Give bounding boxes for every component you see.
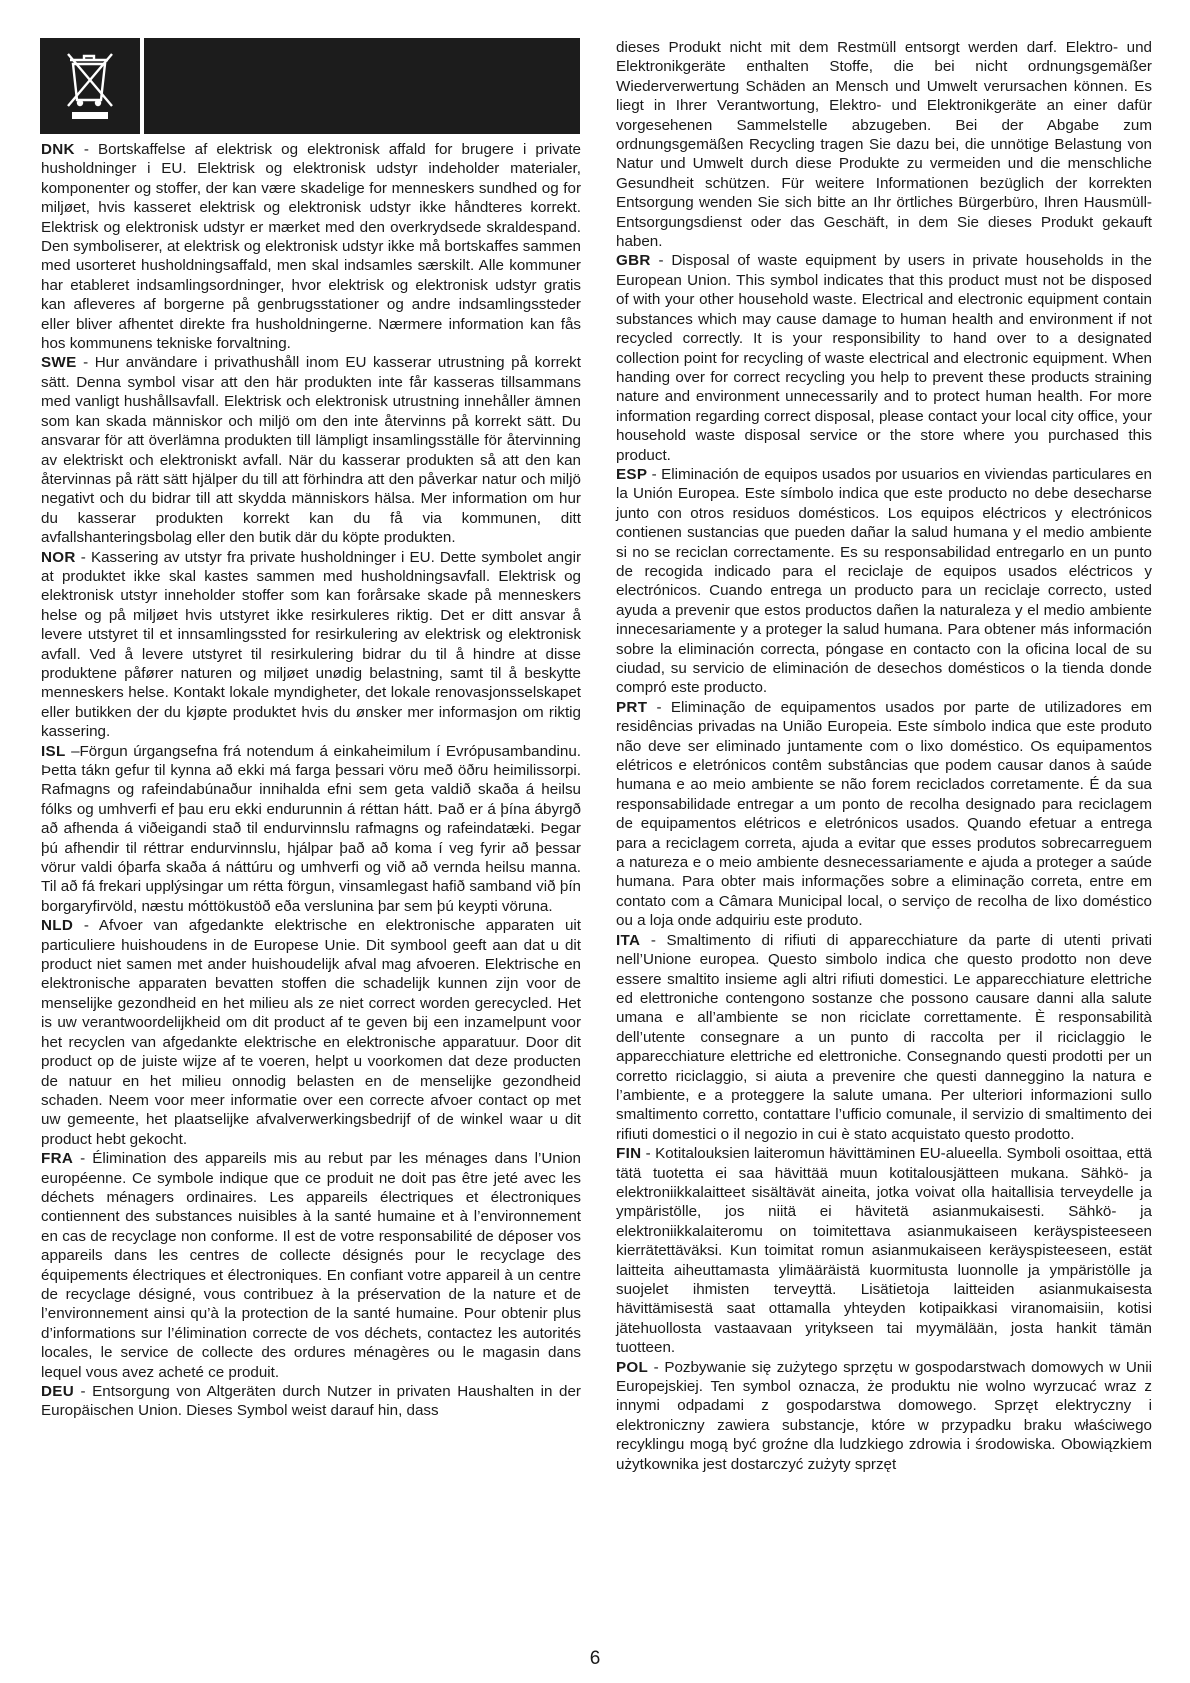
section-text: Élimination des appareils mis au rebut par les ménages dans l’Union européenne. Ce symbole indique que ce produit ne doit pas être jeté avec les déchets ménagers ordinaires. Les appareils électriques et électroniques contiennent des substances nuisibles à la santé humaine et à l’environnement en cas de recyclage non conforme. Il est de votre responsabilité de déposer vos appareils dans les centres de collecte désignés pour le recyclage des équipements électriques et électroniques. En confiant votre appareil à un centre de recyclage désigné, vous contribuez à la préservation de la nature et de l’environnement ainsi qu’à la protection de la santé humaine. Pour obtenir plus d’informations sur l’élimination correcte de vos déchets, contactez les autorités locales, le service de collecte des ordures ménagères ou le magasin dans lequel vous avez acheté ce produit. [41,1150,582,1381]
section-fra [41,1149,581,1382]
section-text: Eliminação de equipamentos usados por parte de utilizadores em residências privadas na União Europeia. Este símbolo indica que este produto não deve ser eliminado juntamente com o lixo doméstico. Os equipamentos elétricos e eletrónicos contêm substâncias que podem causar danos à saúde humana e ao meio ambiente se não forem reciclados corretamente. É da sua responsabilidade entregar a um ponto de recolha designado para reciclagem de equipamentos elétricos e eletrónicos usados. Quando efetuar a entrega para a reciclagem correta, ajuda a evitar que esses produtos sobrecarreguem a natureza e o meio ambiente desnecessariamente e ajuda a proteger a saúde humana. Para obter mais informações sobre a eliminação correta, entre em contato com a Câmara Municipal local, o serviço de recolha de lixo doméstico ou a loja onde adquiriu este produto. [616,698,1153,930]
section-deu [41,1382,581,1421]
country-code: FRA [41,1150,74,1168]
section-text: Smaltimento di rifiuti di apparecchiature da parte di utenti privati nell’Unione europea. Questo simbolo indica che questo prodotto non deve essere smaltito insieme agli altri rifiuti domestici. Le apparecchiature elettriche ed elettroniche contengono sostanze che possono causare danni alla salute umana e all’ambiente se non riciclate correttamente. È responsabilità dell’utente consegnare a un punto di raccolta per il riciclaggio le apparecchiature elettriche ed elettroniche. Consegnando questi prodotti per un corretto riciclaggio, si aiuta a prevenire che questi danneggino la natura e l’ambiente, e a proteggere la salute umana. Per ulteriori informazioni sullo smaltimento corretto, contattare l’ufficio comunale, il servizio di smaltimento dei rifiuti domestici o il negozio in cui è stato acquistato questo prodotto. [616,931,1152,1143]
separator: - [647,698,671,716]
separator: - [650,252,672,270]
section-fin [616,1144,1152,1357]
section-dnk [41,140,581,353]
separator: - [640,931,667,949]
country-code: PRT [616,698,648,716]
section-text: Kotitalouksien laiteromun hävittäminen EU-alueella. Symboli osoittaa, että tätä tuotetta ei saa hävittää muun kotitalousjätteen mukana. Sähkö- ja elektroniikkalaitteet sisältävät aineita, jotka voivat olla haitallisia terveydelle ja ympäristölle, jos niitä ei hävitetä asianmukaisesti. Sähkö- ja elektroniikkalaiteromu on toimitettava asianmukaiseen keräyspisteeseen kierrätettäväksi. Kun toimitat romun asianmukaiseen keräyspisteeseen, estät laitteita aiheuttamasta ylimääräistä kuormitusta luonnolle ja ympäristölle ja suojelet ihmisten terveyttä. Lisätietoja laitteiden asianmukaisesta hävittämisestä saat ottamalla yhteyden kotipaikkasi viranomaisiin, kotisi jätehuollosta vastaavaan yritykseen tai myymälään, josta hankit tämän tuotteen. [616,1145,1153,1357]
country-code: SWE [41,354,77,372]
weee-logo [40,38,144,134]
section-deu-continued [616,38,1152,251]
crossed-out-wheelie-bin-icon [60,48,120,124]
separator: - [73,1383,93,1400]
section-text: Eliminación de equipos usados por usuarios en viviendas particulares en la Unión Europea. Este símbolo indica que este producto no debe desecharse junto con otros residuos domésticos. Los equipos eléctricos y electrónicos contienen sustancias que pueden dañar la salud humana y el medio ambiente si no se reciclan correctamente. Es su responsabilidad entregarlo en un punto de recogida indicado para el reciclaje de equipos usados eléctricos y electrónicos. Cuando entrega un producto para un reciclaje correcto, usted ayuda a prevenir que estos productos dañen la naturaleza y el medio ambiente innecesariamente y a proteger la salud humana. Para obtener más información sobre la eliminación correcta, póngase en contacto con la oficina local de su ciudad, su servicio de eliminación de desechos domésticos o la tienda donde compró este producto. [616,465,1152,697]
section-text: Förgun úrgangsefna frá notendum á einkaheimilum í Evrópusambandinu. Þetta tákn gefur til kynna að ekki má farga þessari vöru með öðru heimilissorpi. Rafmagns og rafeindabúnaður innihalda efni sem geta valdið skaða á heilsu fólks og umhverfi ef þau eru ekki endurunnin á réttan hátt. Það er á þína ábyrgð að afhenda á viðeigandi stað til endurvinnslu rafmagns og rafeindatæki. Þegar þú afhendir til réttrar endurvinnslu, hjálpar það að koma í veg fyrir að þessar vörur valdi óþarfa skaða á náttúru og umhverfi og við að vernda heilsu manna. Til að fá frekari upplýsingar um rétta förgun, vinsamlegast hafið samband við þín borgaryfirvöld, næstu móttökustöð eða verslunina þar sem þú keypti vöruna. [41,742,582,915]
country-code: POL [616,1358,649,1376]
section-text: Kassering av utstyr fra private husholdninger i EU. Dette symbolet angir at produktet ikke skal kastes sammen med husholdningsavfall. Elektrisk og elektronisk utstyr inneholder stoffer som kan forårsake skade på menneskers helse og på miljøet hvis utstyret ikke resirkuleres riktig. Det er ditt ansvar å levere utstyret til et innsamlingssted for resirkulering av elektrisk og elektronisk avfall. Ved å levere utstyret til resirkulering bidrar du til å hindre at disse produktene påfører naturen og miljøet unødig belastning, samt til å beskytte menneskers helse. Kontakt lokale myndigheter, det lokale renovasjonsselskapet eller butikken der du kjøpte produktet hvis du ønsker mer informasjon om riktig kassering. [41,548,581,741]
section-esp [616,465,1152,698]
country-code: ITA [616,931,641,949]
separator: - [648,1358,665,1376]
country-code: ESP [616,465,648,483]
section-nld [41,916,581,1149]
section-text: Hur användare i privathushåll inom EU kasserar utrustning på korrekt sätt. Denna symbol visar att den här produkten inte får kasseras tillsammans med vanligt hushållsavfall. Elektrisk och elektronisk utrustning innehåller ämnen som kan skada människor och miljö om den inte återvinns på korrekt sätt. Du ansvarar för att överlämna produkten till lämpligt insamlingsställe för återvinning av elektriskt och elektroniskt avfall. När du kasserar produkten så att den kan återvinnas på rätt sätt hjälper du till att förhindra att den påverkar natur och miljö negativt och du bidrar till att skydda människors hälsa. Mer information om hur du kasserar produkten korrekt kan du få via kommunen, ditt avfallshanteringsbolag eller den butik där du köpte produkten. [41,354,581,547]
section-gbr [616,251,1152,464]
separator: - [73,1150,93,1168]
section-ita [616,931,1152,1144]
separator: - [73,917,99,935]
country-code: DEU [41,1383,74,1400]
separator: - [75,548,91,566]
separator: - [74,141,99,158]
section-text: Afvoer van afgedankte elektrische en elektronische apparaten uit particuliere huishoudens in de Europese Unie. Dit symbool geeft aan dat u dit product niet samen met ander huishoudelijk afval mag afvoeren. Elektrische en elektronische apparaten bevatten stoffen die schadelijk kunnen zijn voor de menselijke gezondheid en het milieu als ze niet correct worden gerecycled. Het is uw verantwoordelijkheid om dit product af te geven bij een inzamelpunt voor het recyclen van afgedankte elektrische en elektronische apparatuur. Door dit product op de juiste wijze af te voeren, helpt u voorkomen dat deze producten de natuur en het milieu onnodig belasten en de menselijke gezondheid schaden. Neem voor meer informatie over een correcte afvoer contact op met uw gemeente, het plaatselijke afvalverwerkingsbedrijf of de winkel waar u dit product hebt gekocht. [41,917,581,1148]
section-swe [41,353,581,547]
separator: - [641,1145,656,1163]
separator: – [65,742,80,760]
section-isl [41,742,581,917]
country-code: GBR [616,252,651,270]
section-text: Entsorgung von Altgeräten durch Nutzer in privaten Haushalten in der Europäischen Union. Dieses Symbol weist darauf hin, dass [41,1383,581,1420]
country-code: ISL [41,742,66,760]
separator: - [76,354,95,372]
page-number: 6 [589,1648,601,1669]
section-text: Pozbywanie się zużytego sprzętu w gospodarstwach domowych w Unii Europejskiej. Ten symbol oznacza, że produktu nie wolno wyrzucać wraz z innymi odpadami z gospodarstwa domowego. Sprzęt elektryczny i elektroniczny zawiera substancje, które w przypadku braku właściwego recyklingu mogą być groźne dla ludzkiego zdrowia i środowiska. Obowiązkiem użytkownika jest dostarczyć zużyty sprzęt [616,1358,1152,1473]
separator: - [647,465,662,483]
section-text: dieses Produkt nicht mit dem Restmüll entsorgt werden darf. Elektro- und Elektronikgeräte enthalten Stoffe, die bei nicht ordnungsgemäßer Wiederverwertung Schäden an Mensch und Umwelt verursachen können. Es liegt in Ihrer Verantwortung, Elektro- und Elektronikgeräte an einer dafür vorgesehenen Sammelstelle abzugeben. Bei der Abgabe zum ordnungsgemäßen Recycling tragen Sie dazu bei, die unnötige Belastung von Natur und Umwelt durch diese Produkte zu vermeiden und die menschliche Gesundheit schützen. Für weitere Informationen bezüglich der korrekten Entsorgung wenden Sie sich bitte an Ihr örtliches Bürgerbüro, Ihren Hausmüll-Entsorgungsdienst oder das Geschäft, in dem Sie dieses Produkt gekauft haben. [616,39,1152,251]
country-code: NLD [41,917,74,935]
country-code: NOR [41,548,76,566]
section-pol [616,1358,1152,1474]
section-prt [616,698,1152,931]
country-code: FIN [616,1145,642,1163]
left-column [41,140,581,1421]
country-code: DNK [41,141,75,158]
section-nor [41,548,581,742]
section-text: Disposal of waste equipment by users in private households in the European Union. This symbol indicates that this product must not be disposed of with your other household waste. Electrical and electronic equipment contain substances which may cause damage to human health and environment if not recycled correctly. It is your responsibility to hand over to a designated collection point for recycling of waste electrical and electronic equipment. When handing over for correct recycling you help to prevent these products straining nature and environment unnecessarily and to protect human health. For more information regarding correct disposal, please contact your local city office, your household waste disposal service or the store where you purchased this product. [616,252,1152,464]
section-text: Bortskaffelse af elektrisk og elektronisk affald for brugere i private husholdninger i EU. Elektrisk og elektronisk udstyr indeholder materialer, komponenter og stoffer, der kan være skadelige for menneskers sundhed og for miljøet, hvis kasseret elektrisk og elektronisk udstyr ikke håndteres korrekt. Elektrisk og elektronisk udstyr er mærket med den overkrydsede skraldespand. Den symboliserer, at elektrisk og elektronisk udstyr ikke må bortskaffes sammen med usorteret husholdningsaffald, men skal indsamles særskilt. Alle kommuner har etableret indsamlingsordninger, hvor elektrisk og elektronisk udstyr gratis kan afleveres af borgerne på genbrugsstationer og andre indsamlingssteder eller bliver afhentet direkte fra husholdningerne. Nærmere information kan fås hos kommunens tekniske forvaltning. [41,141,581,353]
right-column [616,38,1152,1474]
